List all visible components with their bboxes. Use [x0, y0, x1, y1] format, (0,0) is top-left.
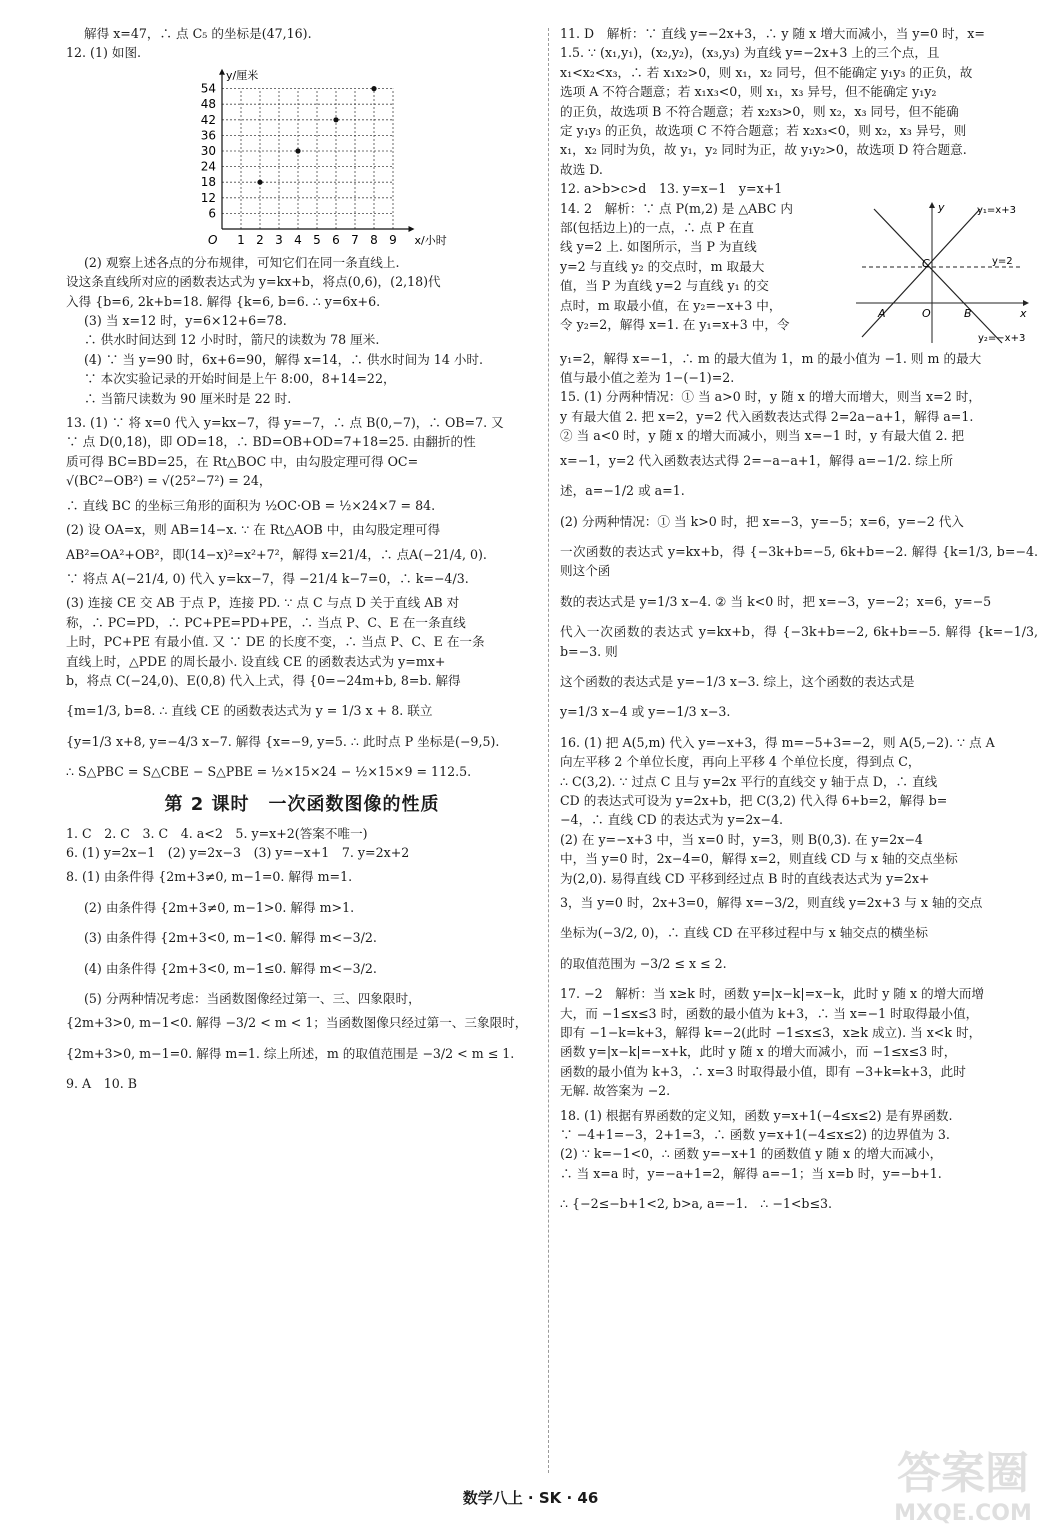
answer-line: (4) 由条件得 {2m+3<0, m−1≤0. 解得 m<−3/2.: [84, 960, 377, 976]
text-line: (3) 连接 CE 交 AB 于点 P，连接 PD. ∵ 点 C 与点 D 关于直线 AB 对: [66, 595, 460, 611]
text-line: ∴ 当 x=a 时，y=−a+1=2，解得 a=−1；当 x=b 时，y=−b+1.: [560, 1165, 942, 1181]
text-line: y=2 与直线 y₂ 的交点时，m 取最大: [560, 258, 765, 274]
question-17-line: 17. −2 解析：当 x≥k 时，函数 y=|x−k|=x−k，此时 y 随 x 的增大而增: [560, 986, 985, 1002]
text-line: (2) 设 OA=x，则 AB=14−x. ∵ 在 Rt△AOB 中，由勾股定理可得: [66, 522, 441, 538]
y-tick-label: 42: [200, 112, 216, 127]
text-line: 值与最小值之差为 1−(−1)=2.: [560, 370, 735, 386]
right-column: [560, 24, 1038, 1214]
data-point: [371, 86, 376, 91]
answer-line: (5) 分两种情况考虑：当函数图像经过第一、三、四象限时，: [84, 991, 421, 1006]
text-line: 直线上时，△PDE 的周长最小. 设直线 CE 的函数表达式为 y=mx+: [66, 653, 446, 669]
text-line: 为(2,0). 易得直线 CD 平移到经过点 B 时的直线表达式为 y=2x+: [560, 870, 930, 886]
question-14-block: [560, 199, 1038, 349]
text-line: ∴ S△PBC = S△CBE − S△PBE = ½×15×24 − ½×15×9 = 112.5.: [66, 764, 472, 780]
text-line: 数的表达式是 y=1/3 x−4. ② 当 k<0 时，把 x=−3，y=−2；x=6，y=−5: [560, 593, 992, 609]
x-tick-label: 8: [370, 232, 378, 247]
x-tick-label: 4: [294, 232, 302, 247]
text-line: (2) 分两种情况：① 当 k>0 时，把 x=−3，y=−5；x=6，y=−2 代入: [560, 513, 964, 529]
y-tick-label: 30: [200, 143, 216, 158]
answer-line: {2m+3>0, m−1=0. 解得 m=1. 综上所述，m 的取值范围是 −3/2 < m ≤ 1.: [66, 1045, 515, 1061]
chart-grid: [222, 88, 393, 228]
y-tick-label: 54: [200, 81, 216, 96]
text-line: 点时，m 取最小值，在 y₂=−x+3 中，: [560, 297, 782, 313]
watermark-line2: MXQE.COM: [894, 1501, 1032, 1526]
text-line: 3，当 y=0 时，2x+3=0，解得 x=−3/2，则直线 y=2x+3 与 x 轴的交点: [560, 895, 983, 910]
text-line: 中，当 y=0 时，2x−4=0，解得 x=2，则直线 CD 与 x 轴的交点坐标: [560, 851, 958, 867]
section-title: 第 2 课时 一次函数图像的性质: [164, 793, 440, 815]
text-line: 值，当 P 为直线 y=2 与直线 y₁ 的交: [560, 278, 769, 294]
label-y2: y₂=−x+3: [978, 332, 1026, 344]
text-line: 述，a=−1/2 或 a=1.: [560, 483, 685, 499]
text-line: ∴ C(3,2). ∵ 过点 C 且与 y=2x 平行的直线交 y 轴于点 D，∴ 直线: [560, 773, 938, 789]
text-line: 线 y=2 上. 如图所示，当 P 为直线: [560, 239, 757, 255]
text-line: x=−1，y=2 代入函数表达式得 2=−a−a+1，解得 a=−1/2. 综上所: [560, 452, 953, 468]
text-line: ∵ 将点 A(−21/4, 0) 代入 y=kx−7，得 −21/4 k−7=0，∴ k=−4/3.: [66, 570, 469, 586]
column-divider: [548, 28, 549, 1473]
text-line: (2) 在 y=−x+3 中，当 x=0 时，y=3，则 B(0,3). 在 y=2x−4: [560, 831, 923, 847]
x-tick-label: 3: [275, 232, 283, 247]
label-x: x: [1020, 306, 1027, 320]
x-axis-arrow: [409, 226, 415, 232]
text-line: {m=1/3, b=8. ∴ 直线 CE 的函数表达式为 y = 1/3 x + 8. 联立: [66, 703, 433, 719]
answer-line: 9. A 10. B: [66, 1076, 137, 1092]
text-line: 定 y₁y₃ 的正负，故选项 C 不符合题意；若 x₂x₃<0，则 x₂，x₃ 异号，则: [560, 123, 967, 139]
text-line: 即有 −1−k=k+3，解得 k=−2(此时 −1≤x≤3，x≥k 成立). 当 x<k 时，: [560, 1025, 982, 1041]
text-line: 函数 y=|x−k|=−x+k，此时 y 随 x 的增大而减小，而 −1≤x≤3 时，: [560, 1044, 957, 1060]
text-line: ② 当 a<0 时，y 随 x 的增大而减小，则当 x=−1 时，y 有最大值 2. 把: [560, 428, 965, 444]
answer-line: {2m+3>0, m−1<0. 解得 −3/2 < m < 1；当函数图像只经过第一、三象限时，: [66, 1015, 528, 1031]
chart-ticks: [201, 81, 397, 246]
x-axis-label: x/小时: [414, 233, 447, 247]
text-line: 设这条直线所对应的函数表达式为 y=kx+b，将点(0,6)，(2,18)代: [66, 274, 441, 290]
question-12-heading: 12. (1) 如图.: [66, 45, 142, 61]
y-tick-label: 48: [200, 97, 216, 112]
text-line: ∴ 直线 BC 的坐标三角形的面积为 ½OC·OB = ½×24×7 = 84.: [66, 497, 436, 513]
origin-label: O: [208, 232, 218, 247]
question-13-line: 13. (1) ∵ 将 x=0 代入 y=kx−7，得 y=−7，∴ 点 B(0,−7)，∴ OB=7. 又: [66, 415, 504, 431]
text-line: b，将点 C(−24,0)、E(0,8) 代入上式，得 {0=−24m+b, 8=b. 解得: [66, 672, 461, 688]
text-line: 坐标为(−3/2, 0)，∴ 直线 CD 在平移过程中与 x 轴交点的横坐标: [560, 925, 928, 941]
text-line: 14. 2 解析：∵ 点 P(m,2) 是 △ABC 内: [560, 200, 793, 216]
text-line: 1.5. ∵ (x₁,y₁)，(x₂,y₂)，(x₃,y₃) 为直线 y=−2x+3 上的三个点，且: [560, 45, 940, 61]
text-line: 入得 {b=6, 2k+b=18. 解得 {k=6, b=6. ∴ y=6x+6.: [66, 293, 381, 309]
text-line: 质可得 BC=BD=25，在 Rt△BOC 中，由勾股定理可得 OC=: [66, 453, 419, 469]
answer-line: 12. a>b>c>d 13. y=x−1 y=x+1: [560, 181, 783, 197]
x-tick-label: 2: [256, 232, 264, 247]
text-line: 无解. 故答案为 −2.: [560, 1083, 671, 1099]
text-line: 这个函数的表达式是 y=−1/3 x−3. 综上，这个函数的表达式是: [560, 673, 915, 689]
text-line: (2) ∵ k=−1<0，∴ 函数 y=−x+1 的函数值 y 随 x 的增大而减小，: [560, 1146, 943, 1162]
answer-line: 1. C 2. C 3. C 4. a<2 5. y=x+2(答案不唯一): [66, 825, 368, 841]
data-point: [257, 179, 262, 184]
text-line: y=1/3 x−4 或 y=−1/3 x−3.: [560, 704, 731, 720]
x-tick-label: 9: [389, 232, 397, 247]
label-y1: y₁=x+3: [977, 204, 1016, 216]
text-line: x₁<x₂<x₃，∴ 若 x₁x₂>0，则 x₁，x₂ 同号，但不能确定 y₁y₃ 的正负，故: [560, 64, 973, 80]
text-line: ∴ 供水时间达到 12 小时时，箭尺的读数为 78 厘米.: [84, 332, 380, 348]
text-line: ∴ 当箭尺读数为 90 厘米时是 22 时.: [84, 390, 292, 406]
answer-line: 8. (1) 由条件得 {2m+3≠0, m−1=0. 解得 m=1.: [66, 869, 353, 885]
label-C: C: [922, 256, 930, 270]
x-tick-label: 6: [332, 232, 340, 247]
text-line: 的正负，故选项 B 不符合题意；若 x₂x₃>0，则 x₂，x₃ 同号，但不能确: [560, 103, 959, 119]
y-tick-label: 6: [208, 206, 216, 221]
answer-line: (3) 由条件得 {2m+3<0, m−1<0. 解得 m<−3/2.: [84, 930, 377, 946]
text-line: 代入一次函数的表达式 y=kx+b，得 {−3k+b=−2, 6k+b=−5. 解得 {k=−1/3, b=−3. 则: [560, 624, 1038, 659]
text-line: 上时，PC+PE 有最小值. 又 ∵ DE 的长度不变，∴ 当点 P、C、E 在一条: [66, 634, 485, 650]
text-line: −4，∴ 直线 CD 的表达式为 y=2x−4.: [560, 812, 784, 828]
data-point: [295, 148, 300, 153]
question-18-line: 18. (1) 根据有界函数的定义知，函数 y=x+1(−4≤x≤2) 是有界函数.: [560, 1107, 953, 1123]
y-axis-label: y/厘米: [226, 68, 259, 82]
watermark-line1: 答案圈: [897, 1448, 1029, 1499]
label-y-2: y=2: [992, 255, 1013, 267]
y-axis-arrow: [219, 69, 225, 75]
y-tick-label: 12: [200, 190, 216, 205]
text-line: 的取值范围为 −3/2 ≤ x ≤ 2.: [560, 955, 727, 971]
text-line: x₁，x₂ 同时为负，故 y₁，y₂ 同时为正，故 y₁y₂>0，故选项 D 符合题意.: [560, 142, 967, 158]
question-15-line: 15. (1) 分两种情况：① 当 a>0 时，y 随 x 的增大而增大，则当 x=2 时，: [560, 389, 981, 405]
line-y2: [874, 209, 1002, 343]
scatter-chart: [186, 65, 486, 251]
y-tick-label: 36: [200, 128, 216, 143]
text-line: 解得 x=47，∴ 点 C₅ 的坐标是(47,16).: [84, 26, 312, 41]
text-line: 向左平移 2 个单位长度，再向上平移 4 个单位长度，得到点 C，: [560, 754, 921, 770]
text-line: (4) ∵ 当 y=90 时，6x+6=90，解得 x=14，∴ 供水时间为 14 小时.: [84, 351, 484, 367]
text-line: ∵ 本次实验记录的开始时间是上午 8:00，8+14=22，: [84, 371, 396, 387]
text-line: {y=1/3 x+8, y=−4/3 x−7. 解得 {x=−9, y=5. ∴ 此时点 P 坐标是(−9,5).: [66, 733, 500, 749]
text-line: y 有最大值 2. 把 x=2，y=2 代入函数表达式得 2=2a−a+1，解得 a=1.: [560, 408, 974, 424]
text-line: AB²=OA²+OB²，即(14−x)²=x²+7²，解得 x=21/4，∴ 点A(−21/4, 0).: [66, 546, 487, 562]
label-B: B: [964, 306, 972, 320]
x-tick-label: 7: [351, 232, 359, 247]
label-A: A: [878, 306, 886, 320]
triangle-figure: [852, 199, 1032, 347]
text-line: y₁=2，解得 x=−1，∴ m 的最大值为 1，m 的最小值为 −1. 则 m 的最大: [560, 350, 982, 366]
y-tick-label: 24: [200, 159, 216, 174]
text-line: (2) 观察上述各点的分布规律，可知它们在同一条直线上.: [84, 254, 400, 270]
question-16-line: 16. (1) 把 A(5,m) 代入 y=−x+3，得 m=−5+3=−2，则 A(5,−2). ∵ 点 A: [560, 734, 995, 750]
text-line: 选项 A 不符合题意；若 x₁x₃<0，则 x₁，x₃ 异号，但不能确定 y₁y₂: [560, 84, 937, 100]
text-line: ∵ −4+1=−3，2+1=3，∴ 函数 y=x+1(−4≤x≤2) 的边界值为 3.: [560, 1127, 950, 1143]
label-y: y: [938, 200, 945, 214]
text-line: CD 的表达式可设为 y=2x+b，把 C(3,2) 代入得 6+b=2，解得 b=: [560, 792, 948, 808]
text-line: 函数的最小值为 k+3，∴ x=3 时取得最小值，即有 −3+k=k+3，此时: [560, 1063, 966, 1079]
text-line: (3) 当 x=12 时，y=6×12+6=78.: [84, 313, 287, 329]
text-line: √(BC²−OB²) = √(25²−7²) = 24，: [66, 473, 272, 489]
text-line: ∵ 点 D(0,18)，即 OD=18，∴ BD=OB+OD=7+18=25. 由翻折的性: [66, 434, 476, 450]
text-line: 令 y₂=2，解得 x=1. 在 y₁=x+3 中，令: [560, 317, 790, 333]
page-footer: 数学八上 · SK · 46: [462, 1489, 599, 1507]
left-column: [66, 24, 538, 1094]
y-tick-label: 18: [200, 175, 216, 190]
chart-q12: [66, 65, 538, 251]
x-tick-label: 1: [237, 232, 245, 247]
text-line: 称，∴ PC=PD，∴ PC+PE=PD+PE，∴ 当点 P、C、E 在一条直线: [66, 614, 466, 630]
text-line: 大，而 −1≤x≤3 时，函数的最小值为 k+3，∴ 当 x=−1 时取得最小值，: [560, 1005, 979, 1021]
text-line: 一次函数的表达式 y=kx+b，得 {−3k+b=−5, 6k+b=−2. 解得 {k=1/3, b=−4. 则这个函: [560, 543, 1038, 579]
watermark-logo: [883, 1436, 1043, 1528]
answer-line: (2) 由条件得 {2m+3≠0, m−1>0. 解得 m>1.: [84, 899, 355, 915]
text-line: 故选 D.: [560, 161, 603, 177]
x-tick-label: 5: [313, 232, 321, 247]
answer-line: 6. (1) y=2x−1 (2) y=2x−3 (3) y=−x+1 7. y=2x+2: [66, 844, 410, 860]
data-point: [333, 117, 338, 122]
label-O: O: [922, 306, 931, 320]
text-line: 部(包括边上)的一点，∴ 点 P 在直: [560, 220, 755, 236]
question-11-line: 11. D 解析：∵ 直线 y=−2x+3，∴ y 随 x 增大而减小，当 y=0 时，x=: [560, 26, 985, 41]
text-line: ∴ {−2≤−b+1<2, b>a, a=−1. ∴ −1<b≤3.: [560, 1196, 833, 1212]
